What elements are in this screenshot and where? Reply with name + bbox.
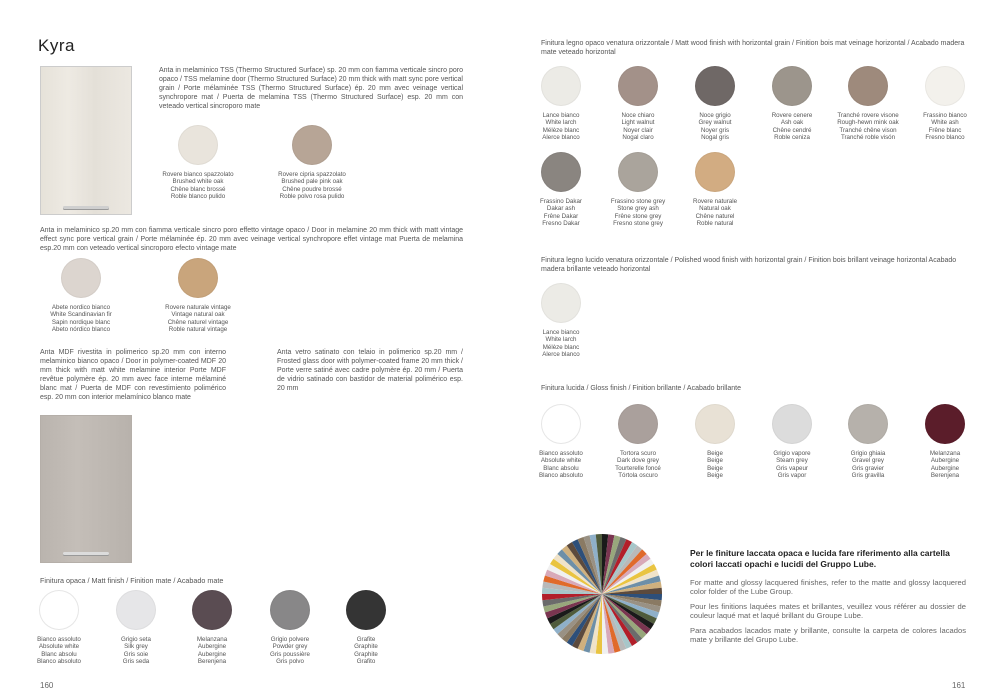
swatch-label: White Scandinavian fir bbox=[50, 311, 112, 319]
swatch-label: Tranché rovere visone bbox=[837, 112, 899, 119]
color-swatch bbox=[523, 404, 599, 480]
swatch-label: Absolute white bbox=[38, 643, 80, 651]
swatch-label: Fresno Dakar bbox=[542, 220, 580, 228]
color-swatch bbox=[754, 66, 830, 142]
swatch-label: Blanco absoluto bbox=[538, 472, 584, 480]
swatch-label: Stone grey ash bbox=[617, 205, 659, 213]
swatch-label: Grigio vapore bbox=[773, 450, 811, 457]
swatch-label: Roble natural bbox=[696, 220, 734, 228]
page-number: 161 bbox=[952, 681, 966, 690]
swatch-circle bbox=[192, 590, 232, 630]
swatch-label: Brushed white oak bbox=[172, 178, 224, 186]
swatch-label: Gris gravilla bbox=[851, 472, 885, 480]
swatch-circle bbox=[178, 258, 218, 298]
swatch-label: Aubergine bbox=[197, 650, 227, 658]
swatch-label: Gris vapor bbox=[777, 472, 807, 480]
swatch-circle bbox=[541, 152, 581, 192]
swatch-label: Rough-hewn mink oak bbox=[837, 119, 899, 127]
swatch-label: Roble blanco pulido bbox=[170, 193, 226, 201]
swatch-label: Aubergine bbox=[197, 643, 227, 651]
swatch-label: Beige bbox=[707, 450, 723, 457]
color-swatch bbox=[148, 125, 248, 201]
color-swatch bbox=[31, 258, 131, 334]
swatch-label: Abete nordico bianco bbox=[51, 304, 111, 311]
swatch-label: Fresno stone grey bbox=[613, 220, 663, 228]
swatch-label: Nogal gris bbox=[701, 134, 729, 142]
swatch-label: Frassino bianco bbox=[923, 112, 967, 119]
swatch-circle bbox=[618, 66, 658, 106]
swatch-label: Beige bbox=[707, 472, 723, 480]
swatch-label: Light walnut bbox=[621, 119, 655, 127]
swatch-label: Berenjena bbox=[930, 472, 960, 480]
swatch-label: Steam grey bbox=[776, 457, 808, 465]
swatch-label: Tórtola oscuro bbox=[618, 472, 658, 480]
door-handle bbox=[63, 206, 109, 209]
swatch-label: Gris polvo bbox=[276, 658, 304, 666]
swatch-label: Rovere cenere bbox=[771, 112, 813, 119]
swatch-label: Bianco assoluto bbox=[539, 450, 583, 457]
swatch-label: Abeto nórdico blanco bbox=[51, 326, 111, 334]
swatch-circle bbox=[772, 66, 812, 106]
swatch-label: Chêne naturel bbox=[695, 212, 735, 220]
color-swatch bbox=[830, 66, 906, 142]
swatch-label: Mélèze blanc bbox=[542, 343, 580, 351]
swatch-label: Lance bianco bbox=[542, 112, 580, 119]
mdf-description: Anta MDF rivestita in polimerico sp.20 mm con interno melaminico bianco opaco / Door in polymer-coated MDF 20 mm thick with matt white melamine interior Porte MDF revêtue polymère ép. 20 mm avec face interne mélaminé blanc mat / Puerta de MDF con revestimiento polimérico esp. 20 mm con interior melamínico blanco mate bbox=[40, 349, 226, 401]
swatch-label: Rovere bianco spazzolato bbox=[162, 171, 234, 178]
swatch-label: Lance bianco bbox=[542, 329, 580, 336]
swatch-label: Tortora scuro bbox=[619, 450, 657, 457]
color-swatch bbox=[754, 404, 830, 480]
swatch-circle bbox=[695, 404, 735, 444]
swatch-label: Bianco assoluto bbox=[37, 636, 81, 643]
swatch-circle bbox=[618, 152, 658, 192]
vintage-description: Anta in melaminico sp.20 mm con fiamma verticale sincro poro effetto vintage opaco / Door in melamine 20 mm thick with matt vintage effect sync pore vertical grain / Porte mélaminée ép. 20 mm avec veinage vertical synchropore effet vintage mat Puerta de melamina esp.20 mm con veteado vertical sincroporo efecto vintage mate bbox=[40, 227, 463, 252]
swatch-circle bbox=[618, 404, 658, 444]
swatch-circle bbox=[116, 590, 156, 630]
right-page bbox=[502, 0, 1004, 700]
swatch-label: Natural oak bbox=[699, 205, 731, 213]
swatch-label: Frêne stone grey bbox=[614, 212, 662, 220]
color-swatch bbox=[523, 283, 599, 359]
swatch-label: Silk grey bbox=[124, 643, 148, 651]
swatch-label: White ash bbox=[931, 119, 959, 127]
swatch-label: Noyer clair bbox=[623, 126, 653, 134]
door-handle bbox=[63, 552, 109, 555]
gloss-heading: Finitura lucida / Gloss finish / Finition brillante / Acabado brillante bbox=[541, 385, 741, 392]
color-swatch bbox=[97, 590, 175, 666]
swatch-label: Dark dove grey bbox=[617, 457, 659, 465]
swatch-label: Aubergine bbox=[930, 464, 960, 472]
matt-heading: Finitura opaca / Matt finish / Finition mate / Acabado mate bbox=[40, 576, 224, 585]
lacquer-note-es: Para acabados lacados mate y brillante, consulte la carpeta de colores lacados mate y brillante del Grupo Lube. bbox=[690, 626, 966, 644]
color-swatch bbox=[907, 66, 983, 142]
color-swatch bbox=[600, 404, 676, 480]
swatch-label: White larch bbox=[545, 336, 577, 344]
swatch-label: Gris poussière bbox=[270, 650, 310, 658]
swatch-circle bbox=[292, 125, 332, 165]
swatch-circle bbox=[541, 66, 581, 106]
swatch-label: Grafito bbox=[356, 658, 376, 666]
swatch-label: Absolute white bbox=[540, 457, 582, 465]
swatch-label: Tourterelle foncé bbox=[615, 464, 661, 472]
swatch-circle bbox=[695, 66, 735, 106]
swatch-label: Grafite bbox=[356, 636, 376, 643]
swatch-label: Grey walnut bbox=[698, 119, 732, 127]
swatch-label: Gris gravier bbox=[852, 464, 884, 472]
swatch-label: Rovere naturale bbox=[692, 198, 738, 205]
swatch-label: Berenjena bbox=[197, 658, 227, 666]
swatch-label: Aubergine bbox=[930, 457, 960, 465]
swatch-label: Roble ceniza bbox=[774, 134, 810, 142]
swatch-label: Noyer gris bbox=[700, 126, 730, 134]
swatch-circle bbox=[925, 66, 965, 106]
swatch-circle bbox=[39, 590, 79, 630]
color-swatch bbox=[830, 404, 906, 480]
color-swatch bbox=[677, 404, 753, 480]
color-fan-wheel bbox=[541, 533, 663, 655]
swatch-label: Chêne blanc brossé bbox=[170, 185, 226, 193]
swatch-label: Roble polvo rosa pulido bbox=[279, 193, 345, 201]
swatch-label: Melanzana bbox=[929, 450, 961, 457]
color-swatch bbox=[20, 590, 98, 666]
swatch-circle bbox=[541, 283, 581, 323]
swatch-label: Blanc absolu bbox=[41, 650, 77, 658]
color-swatch bbox=[523, 66, 599, 142]
color-swatch bbox=[148, 258, 248, 334]
color-swatch bbox=[600, 66, 676, 142]
swatch-label: Chêne naturel vintage bbox=[167, 318, 229, 326]
glass-description: Anta vetro satinato con telaio in polimerico sp.20 mm / Frosted glass door with polymer-coated frame 20 mm thick / Porte verre satiné avec cadre polymère ép. 20 mm / Puerta de vidrio satinado con bastidor de material polimérico esp. 20 mm bbox=[277, 349, 463, 392]
swatch-label: Alerce blanco bbox=[542, 134, 580, 142]
swatch-label: Chêne poudre brossé bbox=[282, 185, 342, 193]
page-title: Kyra bbox=[38, 36, 75, 55]
swatch-label: Noce chiaro bbox=[621, 112, 655, 119]
color-swatch bbox=[907, 404, 983, 480]
swatch-label: Frassino Dakar bbox=[540, 198, 582, 205]
swatch-circle bbox=[695, 152, 735, 192]
swatch-circle bbox=[541, 404, 581, 444]
color-swatch bbox=[677, 152, 753, 228]
swatch-label: Alerce blanco bbox=[542, 351, 580, 359]
swatch-circle bbox=[178, 125, 218, 165]
swatch-label: Frassino stone grey bbox=[610, 198, 666, 205]
door-panel-white bbox=[40, 66, 132, 215]
swatch-label: Frêne blanc bbox=[928, 126, 962, 134]
lacquer-title: Per le finiture laccata opaca e lucida fare riferimento alla cartella colori laccati opachi e lucidi del Gruppo Lube. bbox=[690, 548, 950, 569]
swatch-label: Beige bbox=[707, 457, 723, 465]
color-swatch bbox=[173, 590, 251, 666]
swatch-label: Nogal claro bbox=[622, 134, 654, 142]
swatch-label: Roble natural vintage bbox=[168, 326, 228, 334]
swatch-label: Graphite bbox=[354, 650, 378, 658]
swatch-circle bbox=[848, 404, 888, 444]
swatch-label: Sapin nordique blanc bbox=[51, 318, 111, 326]
swatch-label: Rovere naturale vintage bbox=[165, 304, 231, 311]
swatch-label: Powder grey bbox=[272, 643, 308, 651]
swatch-label: Gravel grey bbox=[852, 457, 884, 465]
swatch-label: Ash oak bbox=[780, 119, 804, 127]
swatch-label: Gris soie bbox=[123, 650, 149, 658]
swatch-label: Beige bbox=[707, 464, 723, 472]
swatch-label: Mélèze blanc bbox=[542, 126, 580, 134]
swatch-label: Melanzana bbox=[196, 636, 228, 643]
color-swatch bbox=[327, 590, 405, 666]
swatch-circle bbox=[848, 66, 888, 106]
lacquer-note-fr: Pour les finitions laquées mates et brillantes, veuillez vous référer au dossier de couleur laqué mat et laqué brillant du Groupe Lube. bbox=[690, 602, 966, 620]
door-panel-greige bbox=[40, 415, 132, 563]
swatch-label: Graphite bbox=[354, 643, 378, 651]
color-swatch bbox=[523, 152, 599, 228]
page-number: 160 bbox=[40, 681, 54, 690]
swatch-label: Noce grigio bbox=[699, 112, 731, 119]
swatch-label: Blanc absolu bbox=[543, 464, 579, 472]
color-swatch bbox=[251, 590, 329, 666]
swatch-label: Dakar ash bbox=[546, 205, 576, 213]
swatch-label: White larch bbox=[545, 119, 577, 127]
swatch-circle bbox=[270, 590, 310, 630]
swatch-label: Blanco absoluto bbox=[36, 658, 82, 666]
swatch-label: Gris seda bbox=[122, 658, 150, 666]
swatch-label: Brushed pale pink oak bbox=[281, 178, 343, 186]
swatch-circle bbox=[772, 404, 812, 444]
tss-description: Anta in melaminico TSS (Thermo Structured Surface) sp. 20 mm con fiamma verticale sincro poro opaco / TSS melamine door (Thermo Structured Surface) 20 mm thick with matt sync pore vertical grain / Porte mélaminée TSS (Thermo Structured Surface) ép. 20 mm avec veinage vertical synchropore mat / Puerta de melamina TSS (Thermo Structured Surface) esp. 20 mm con veteado vertical sincroporo mate bbox=[159, 67, 463, 110]
color-swatch bbox=[262, 125, 362, 201]
polished-heading: Finitura legno lucido venatura orizzontale / Polished wood finish with horizontal grain / Finition bois brillant veinage horizontal Acabado madera brillante veteado horizontal bbox=[541, 257, 957, 273]
swatch-label: Tranché chêne vison bbox=[839, 126, 897, 134]
swatch-label: Frêne Dakar bbox=[543, 212, 579, 220]
swatch-label: Fresno blanco bbox=[925, 134, 965, 142]
swatch-label: Rovere cipria spazzolato bbox=[278, 171, 346, 178]
swatch-label: Grigio polvere bbox=[270, 636, 310, 643]
color-swatch bbox=[600, 152, 676, 228]
swatch-circle bbox=[61, 258, 101, 298]
lacquer-note-en: For matte and glossy lacquered finishes, refer to the matte and glossy lacquered color folder of the Lube Group. bbox=[690, 578, 966, 596]
matt-wood-heading: Finitura legno opaco venatura orizzontale / Matt wood finish with horizontal grain / Finition bois mat veinage horizontal / Acabado madera mate veteado horizontal bbox=[541, 40, 965, 56]
swatch-label: Chêne cendré bbox=[772, 126, 812, 134]
swatch-label: Grigio seta bbox=[121, 636, 151, 643]
swatch-label: Vintage natural oak bbox=[171, 311, 225, 319]
swatch-circle bbox=[925, 404, 965, 444]
color-swatch bbox=[677, 66, 753, 142]
swatch-label: Tranché roble visón bbox=[840, 134, 896, 142]
swatch-label: Grigio ghiaia bbox=[850, 450, 886, 457]
swatch-label: Gris vapeur bbox=[776, 464, 808, 472]
swatch-circle bbox=[346, 590, 386, 630]
